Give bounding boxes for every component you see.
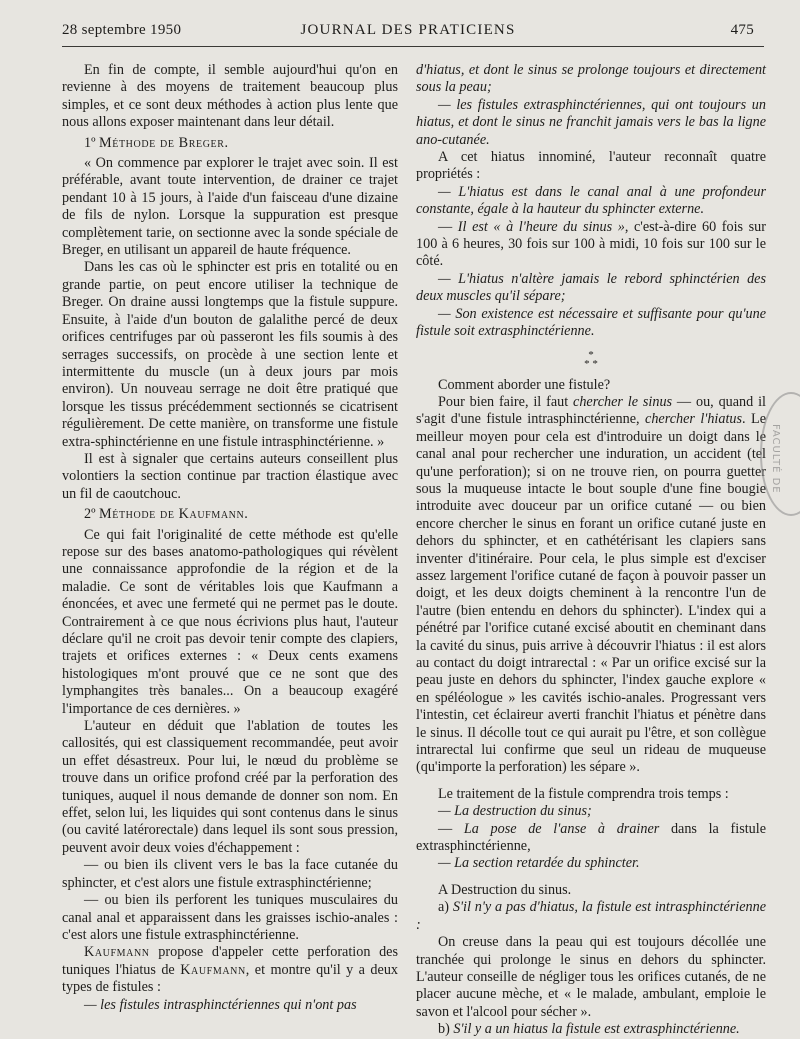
paragraph: L'auteur en déduit que l'ablation de toutes les callosités, qui est classiquement recommandée, peut avoir un effet désastreux. Pour lui, le nœud du problème se trouve dans un orifice profond créé par la perforation des tuniques, auquel il nous demande de donner son nom. En effet, selon lui, les liquides qui sont contenus dans le sinus (ou cavité latérorectale) dans lequel ils sont sous pression, peuvent avoir deux voies d'échappement : <box>62 718 398 856</box>
header-rule <box>62 46 764 47</box>
list-item <box>416 821 766 856</box>
text-run: — <box>438 820 464 837</box>
text-run: Pour bien faire, il faut <box>438 393 574 410</box>
left-column <box>62 62 398 1014</box>
list-item: — les fistules extrasphinctériennes, qui ont toujours un hiatus, et dont le sinus ne franchit jamais vers le bas la ligne ano-cutanée. <box>416 96 766 148</box>
separator-star: * <box>588 348 594 361</box>
header-journal-title: JOURNAL DES PRATICIENS <box>300 22 516 38</box>
text-run: . Le meilleur moyen pour cela est d'introduire un doigt dans le canal anal pour rechercher une induration, un accident (tel qu'une perforation); si on ne trouve rien, on pourra guetter sous la muqueuse intacte le bout souple d'une fine bougie introduite avec douceur par un orifice cutané — ou bien encore chercher le sinus en forant un orifice cutané juste en dehors du sphincter, et en cathétérisant les clapiers sans inventer d'itinéraire. Pour cela, le plus simple est d'exciser assez largement l'orifice cutané de façon à pouvoir passer un doigt, et les deux doigts cheminent à la rencontre l'un de l'autre (bien entendu en dehors du sphincter). L'index qui a pénétré par l'orifice cutané excisé aboutit en cheminant dans la cavité du sinus, puis arrive à découvrir l'hiatus : il est alors au contact du doigt intrarectal : « Par un orifice excisé sur la peau juste en dehors du sphincter, l'index gauche explore « en spéléologue » les cavités ischio-anales. Progressant vers l'intestin, cet éclaireur averti franchit l'hiatus et pénètre dans le sinus. Il décolle tout ce qui aurait pu l'être, et son collègue intrarectal lui confirme que seul un rideau de muqueuse (qu'importe la perforation) les sépare ». <box>416 411 766 776</box>
spacer <box>416 873 766 882</box>
paragraph: Il est à signaler que certains auteurs conseillent plus volontiers la section continue par traction élastique avec un fil de caoutchouc. <box>62 450 398 502</box>
heading-text: Méthode de Breger. <box>99 134 229 151</box>
text-run: propose d'appeler cette perforation des tuniques l'hiatus de <box>62 944 398 978</box>
paragraph: Comment aborder une fistule? <box>438 376 611 393</box>
stamp-text: FACULTÉ DE <box>770 424 781 494</box>
page-number: 475 <box>730 22 754 38</box>
library-stamp <box>760 392 800 516</box>
text-run: La pose de l'anse à drainer <box>463 820 660 837</box>
header-date: 28 septembre 1950 <box>62 22 182 38</box>
list-item: — L'hiatus est dans le canal anal à une profondeur constante, égale à la hauteur du sphincter externe. <box>416 183 766 218</box>
paragraph: d'hiatus, et dont le sinus se prolonge toujours et directement sous la peau; <box>416 62 766 96</box>
list-item: — Son existence est nécessaire et suffisante pour qu'une fistule soit extrasphinctérienne. <box>416 305 766 340</box>
paragraph: En fin de compte, il semble aujourd'hui qu'on en revienne à des moyens de traitement beaucoup plus simples, et ce sont deux méthodes à action plus lente que nous allons exposer maintenant dans leur détail. <box>62 62 398 131</box>
list-item: — ou bien ils perforent les tuniques musculaires du canal anal et apparaissent dans les graisses ischio-anales : c'est alors une fistule extrasphinctérienne. <box>62 892 398 943</box>
text-run: chercher le sinus <box>573 393 673 410</box>
subheading: A Destruction du sinus. <box>438 881 572 898</box>
text-run: , et montre qu'il y a deux types de fistules : <box>62 961 399 996</box>
paragraph: « On commence par explorer le trajet avec soin. Il est préférable, avant toute intervention, de drainer ce trajet pendant 10 à 15 jours, à l'aide d'un faisceau d'une dizaine de fils de nylon. Lorsque la suppuration est presque complètement tarie, on sectionne avec la sonde spéciale de Breger, en utilisant un appareil de haute fréquence. <box>62 155 398 259</box>
text-run: dans la fistule extrasphinctérienne, <box>416 820 766 855</box>
running-header <box>62 22 754 44</box>
list-item: — les fistules intrasphinctériennes qui n'ont pas <box>84 996 357 1013</box>
paragraph: Dans les cas où le sphincter est pris en totalité ou en grande partie, on peut encore utiliser la technique de Breger. On draine aussi longtemps que la fistule suppure. Ensuite, à l'aide d'un bouton de galalithe percé de deux orifices centrifuges par où passeront les fils soumis à des serrages successifs, on procède à une section lente et intermittente du muscle (un à deux jours par mois environ). Un nouveau serrage ne doit être pratiqué que lorsque les tissus précédemment sectionnés se cicatrisent régulièrement. De cette manière, on transforme une fistule extra-sphinctérienne en une fistule intrasphinctérienne. » <box>62 259 398 450</box>
list-item <box>416 219 766 271</box>
paragraph: On creuse dans la peau qui est toujours décollée une tranchée qui prolonge le sinus en dehors du sphincter. L'auteur conseille de négliger tous les orifices cutanés, de ne placer aucune mèche, et « le malade, ambulant, emploie le savon et l'alcool pour sécher ». <box>416 934 766 1020</box>
list-item: — La destruction du sinus; <box>438 803 592 820</box>
text-run: — ou, quand il s'agit d'une fistule intrasphinctérienne, <box>416 393 766 428</box>
right-column <box>416 62 766 1039</box>
text-run: Il est « à l'heure du sinus » <box>457 218 625 235</box>
list-item: — ou bien ils clivent vers le bas la face cutanée du sphincter, et c'est alors une fistule extrasphinctérienne; <box>62 857 398 891</box>
paragraph: A cet hiatus innominé, l'auteur reconnaît quatre propriétés : <box>416 149 766 183</box>
author-name: Kaufmann <box>84 944 150 961</box>
text-run: chercher l'hiatus <box>645 411 743 428</box>
heading-text: Méthode de Kaufmann. <box>99 506 249 523</box>
subheading <box>416 1021 766 1038</box>
section-heading-breger <box>62 135 398 152</box>
text-run: S'il n'y a pas d'hiatus, la fistule est intrasphinctérienne : <box>416 899 766 933</box>
subheading <box>416 899 766 934</box>
heading-number: 1º <box>84 134 100 151</box>
text-run: a) <box>438 899 453 916</box>
text-run: , c'est-à-dire 60 fois sur 100 à 6 heures, 30 fois sur 100 à midi, 10 fois sur 100 sur le côté. <box>416 218 767 270</box>
paragraph <box>62 944 398 996</box>
separator-stars: * * <box>584 357 598 370</box>
spacer <box>416 777 766 786</box>
list-item: — La section retardée du sphincter. <box>438 855 640 872</box>
text-run: — <box>438 218 458 235</box>
section-heading-kaufmann <box>62 506 398 523</box>
author-name: Kaufmann <box>180 961 246 978</box>
heading-number: 2º <box>84 506 100 523</box>
paragraph <box>416 394 766 777</box>
section-separator <box>416 348 766 370</box>
list-item: — L'hiatus n'altère jamais le rebord sphinctérien des deux muscles qu'il sépare; <box>416 270 766 305</box>
paragraph: Ce qui fait l'originalité de cette méthode est qu'elle repose sur des bases anatomo-pathologiques qui révèlent une connaissance approfondie de la région et de la maladie. Ce sont de véritables lois que Kaufmann a énoncées, et avec une fermeté qui ne permet pas le doute. Contrairement à ce que nous écrivions plus haut, l'auteur déclare qu'il ne croit pas devoir tenir compte des clapiers, trajets et orifices externes : « Deux cents examens histologiques m'ont prouvé que ce ne sont que des lymphangites très banales... On a beaucoup exagéré l'importance de ces dernières. » <box>62 526 398 717</box>
paragraph: Le traitement de la fistule comprendra trois temps : <box>438 785 729 802</box>
text-run: S'il y a un hiatus la fistule est extrasphinctérienne. <box>453 1021 740 1038</box>
text-run: b) <box>438 1021 454 1038</box>
